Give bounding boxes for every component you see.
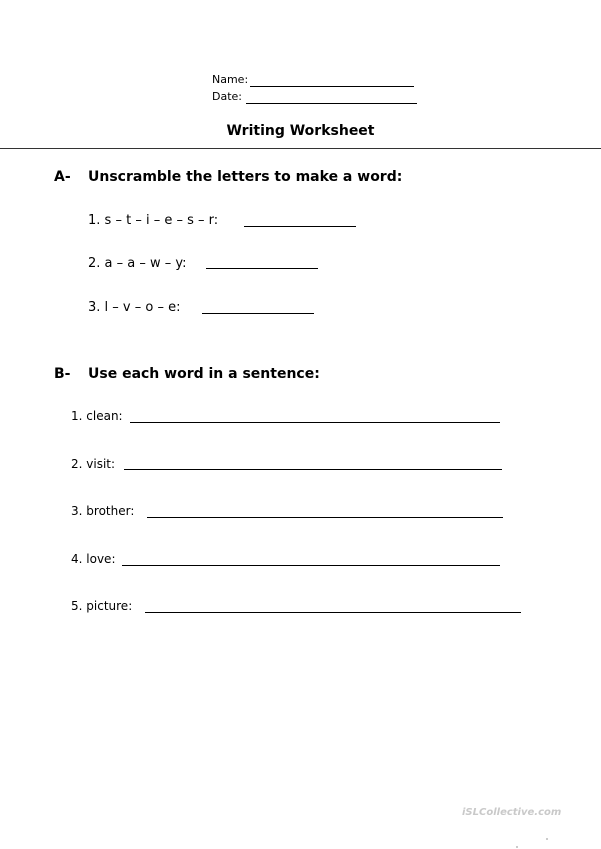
section-a-item bbox=[88, 300, 180, 315]
section-b-item bbox=[71, 552, 115, 566]
section-b-item bbox=[71, 504, 134, 518]
item-number: 1. bbox=[71, 409, 83, 423]
item-number: 2. bbox=[88, 256, 101, 271]
section-a-item bbox=[88, 213, 218, 228]
scrambled-letters: s – t – i – e – s – r: bbox=[104, 213, 219, 228]
section-b-instruction: Use each word in a sentence: bbox=[88, 366, 320, 382]
section-a-item bbox=[88, 256, 187, 271]
section-b-item bbox=[71, 409, 123, 423]
decorative-dot bbox=[516, 846, 518, 848]
section-b-item bbox=[71, 599, 132, 613]
answer-blank[interactable] bbox=[202, 313, 314, 314]
date-blank[interactable] bbox=[246, 103, 417, 104]
item-word: brother: bbox=[86, 504, 135, 518]
sentence-blank[interactable] bbox=[130, 422, 500, 423]
sentence-blank[interactable] bbox=[124, 469, 502, 470]
item-number: 2. bbox=[71, 457, 83, 471]
section-a-instruction: Unscramble the letters to make a word: bbox=[88, 169, 403, 185]
item-word: picture: bbox=[86, 599, 133, 613]
section-a-letter: A- bbox=[54, 169, 71, 185]
sentence-blank[interactable] bbox=[145, 612, 521, 613]
section-b-item bbox=[71, 457, 115, 471]
sentence-blank[interactable] bbox=[122, 565, 500, 566]
name-blank[interactable] bbox=[250, 86, 414, 87]
item-number: 3. bbox=[88, 300, 101, 315]
page-title: Writing Worksheet bbox=[226, 123, 375, 139]
scrambled-letters: l – v – o – e: bbox=[104, 300, 181, 315]
item-number: 5. bbox=[71, 599, 83, 613]
decorative-dot bbox=[546, 838, 548, 840]
answer-blank[interactable] bbox=[244, 226, 356, 227]
section-b-letter: B- bbox=[54, 366, 71, 382]
item-word: visit: bbox=[86, 457, 116, 471]
name-label: Name: bbox=[212, 73, 249, 86]
date-label: Date: bbox=[212, 90, 242, 103]
item-number: 3. bbox=[71, 504, 83, 518]
answer-blank[interactable] bbox=[206, 268, 318, 269]
item-word: love: bbox=[86, 552, 116, 566]
sentence-blank[interactable] bbox=[147, 517, 503, 518]
title-divider bbox=[0, 148, 601, 149]
item-number: 1. bbox=[88, 213, 101, 228]
item-word: clean: bbox=[86, 409, 123, 423]
scrambled-letters: a – a – w – y: bbox=[104, 256, 187, 271]
item-number: 4. bbox=[71, 552, 83, 566]
watermark-logo: iSLCollective.com bbox=[462, 807, 562, 818]
